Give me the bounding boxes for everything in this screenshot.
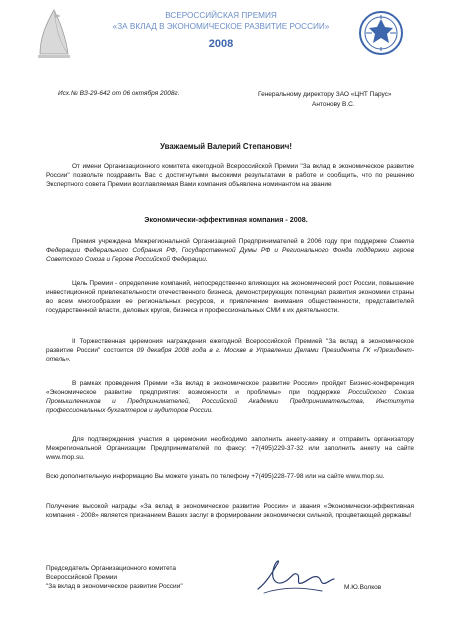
signature-line1: Председатель Организационного комитета [46,565,177,572]
header-title [90,10,352,32]
header-title-line2: «ЗА ВКЛАД В ЭКОНОМИЧЕСКОЕ РАЗВИТИЕ РОССИИ» [112,22,330,31]
intro-paragraph [46,163,414,190]
signature-block [46,564,183,592]
signature-line2: Всероссийской Премии [46,574,118,582]
addressee-line1: Генеральному директору ЗАО «ЦНТ Парус» [258,91,392,98]
award-name: Экономически-эффективная компания - 2008. [144,215,308,224]
paragraph-closing [46,503,414,521]
paragraph-closing-text: Получение высокой награды «За вклад в экономическое развитие России» и звания «Экономически-эффективная компания - 2008» является признанием Ваших заслуг в формировании экономически сильной, процветающей державы! [46,503,414,519]
paragraph-participation [46,436,414,463]
addressee-line2: Антонову В.С. [312,101,355,108]
signature-line3: "За вклад в экономическое развитие России" [46,583,183,591]
addressee-block [258,90,392,110]
paragraph-conference-text: В рамках проведения Премии «За вклад в экономическое развитие России» пройдет Бизнес-конференция «Экономическое развитие предприятия: возможности и проблемы» при поддержке [46,380,414,396]
paragraph-contacts-text: Всю дополнительную информацию Вы можете узнать по телефону +7(495)228-77-98 или на сайте www.mop.su. [46,473,385,480]
salutation: Уважаемый Валерий Степанович! [160,142,292,151]
paragraph-goal [46,280,414,316]
handwritten-signature [252,553,338,597]
paragraph-conference-italic: Российского Союза Промышленников и Предпринимателей, Российской Академии Предпринимательства, Института профессиональных бухгалтеров и аудиторов России. [46,388,415,414]
reference-number: Исх.№ ВЗ-29-642 от 06 октября 2008г. [58,90,180,97]
paragraph-ceremony-text: II Торжественная церемония награждения ежегодной Всероссийской Премией "За вклад в экономическое развитие России" состоится [46,338,414,354]
paragraph-ceremony-italic: 09 декабря 2008 года в г. Москве в Управлении Делами Президента ГК «Президент-отель». [46,346,414,363]
emblem-logo-icon [358,10,404,56]
paragraph-founding-italic: Совета Федерации Федерального Собрания РФ, Государственной Думы РФ и Регионального Фонда поддержки героев Советского Союза и Героев Российской Федерации. [46,238,414,263]
paragraph-contacts [46,473,414,482]
paragraph-founding [46,238,414,265]
signatory-name: М.Ю.Волков [344,584,382,591]
paragraph-conference [46,380,414,416]
paragraph-ceremony [46,338,414,365]
header-title-line1: ВСЕРОССИЙСКАЯ ПРЕМИЯ [165,11,277,20]
sail-logo-icon [34,8,74,66]
paragraph-founding-text: Премия учреждена Межрегиональной Организацией Предпринимателей в 2006 году при поддержке [72,238,387,245]
intro-text: От имени Организационного комитета ежегодной Всероссийской Премии "За вклад в экономическое развитие России" позвольте поздравить Вас с достигнутыми высокими результатами в работе и сообщить, что по решению Экспертного совета Премии возглавляемая Вами компания объявлена номинантом на звание [46,163,414,188]
paragraph-goal-text: Цель Премии - определение компаний, непосредственно влияющих на экономический рост России, повышение инвестиционной привлекательности отечественного бизнеса, демонстрирующих потенциал развития экономики страны во всем многообразии ее региональных ресурсов, и привлечение внимания общественности, представителей государственной власти, деловых кругов, бизнеса и профессиональных СМИ к их деятельности. [46,280,414,314]
header-year: 2008 [208,38,234,50]
paragraph-participation-text: Для подтверждения участия в церемонии необходимо заполнить анкету-заявку и отправить организатору Межрегиональной Организации Предпринимателей по факсу: +7(495)229-37-32 или заполнить анкету на сайте www.mop.su. [46,436,414,461]
